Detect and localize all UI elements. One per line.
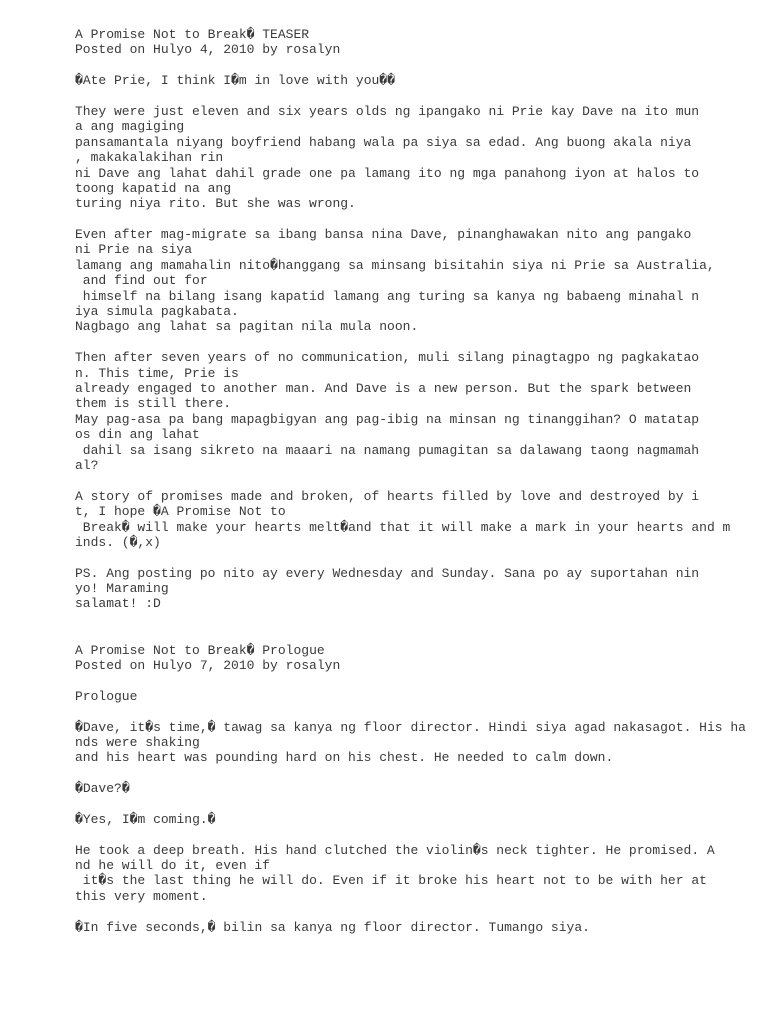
text-line: ni Dave ang lahat dahil grade one pa lamang ito ng mga panahong iyon at halos to bbox=[75, 165, 700, 181]
text-line: turing niya rito. But she was wrong. bbox=[75, 196, 356, 212]
text-line: Posted on Hulyo 4, 2010 by rosalyn bbox=[75, 42, 341, 58]
text-line: A story of promises made and broken, of hearts filled by love and destroyed by i bbox=[75, 488, 700, 504]
text-line: toong kapatid na ang bbox=[75, 180, 232, 196]
text-line: them is still there. bbox=[75, 396, 232, 412]
text-line: PS. Ang posting po nito ay every Wednesday and Sunday. Sana po ay suportahan nin bbox=[75, 565, 700, 581]
text-line bbox=[75, 550, 755, 565]
text-line: �In five seconds,� bilin sa kanya ng floor director. Tumango siya. bbox=[75, 919, 590, 935]
text-line: Nagbago ang lahat sa pagitan nila mula noon. bbox=[75, 319, 419, 335]
text-line: nd he will do it, even if bbox=[75, 858, 271, 874]
text-line: �Dave?� bbox=[75, 781, 130, 797]
text-line bbox=[75, 212, 755, 227]
text-line bbox=[75, 612, 755, 627]
text-line: Prologue bbox=[75, 688, 138, 704]
text-line: Then after seven years of no communication, muli silang pinagtagpo ng pagkakatao bbox=[75, 350, 700, 366]
text-line: A Promise Not to Break� Prologue bbox=[75, 642, 325, 658]
text-line: this very moment. bbox=[75, 888, 208, 904]
text-line: May pag-asa pa bang mapagbigyan ang pag-ibig na minsan ng tinanggihan? O matatap bbox=[75, 411, 700, 427]
text-line: �Ate Prie, I think I�m in love with you�� bbox=[75, 73, 395, 89]
text-line bbox=[75, 335, 755, 350]
document-text bbox=[75, 27, 755, 935]
text-line: lamang ang mamahalin nito�hanggang sa minsang bisitahin siya ni Prie sa Australia, bbox=[75, 257, 715, 273]
text-line bbox=[75, 58, 755, 73]
text-line bbox=[75, 827, 755, 842]
text-line bbox=[75, 89, 755, 104]
text-line: �Yes, I�m coming.� bbox=[75, 811, 216, 827]
text-line: dahil sa isang sikreto na maaari na namang pumagitan sa dalawang taong nagmamah bbox=[75, 442, 700, 458]
text-line bbox=[75, 673, 755, 688]
text-line: , makakalakihan rin bbox=[75, 150, 224, 166]
text-line: inds. (�,x) bbox=[75, 534, 161, 550]
text-line: himself na bilang isang kapatid lamang ang turing sa kanya ng babaeng minahal n bbox=[75, 288, 700, 304]
text-line: and find out for bbox=[75, 273, 208, 289]
text-line bbox=[75, 904, 755, 919]
text-line: it�s the last thing he will do. Even if it broke his heart not to be with her at bbox=[75, 873, 707, 889]
text-line: os din ang lahat bbox=[75, 427, 200, 443]
text-line: and his heart was pounding hard on his chest. He needed to calm down. bbox=[75, 750, 614, 766]
text-line: t, I hope �A Promise Not to bbox=[75, 504, 286, 520]
text-line bbox=[75, 797, 755, 812]
text-line: al? bbox=[75, 457, 99, 473]
text-line: Posted on Hulyo 7, 2010 by rosalyn bbox=[75, 658, 341, 674]
text-line: Break� will make your hearts melt�and that it will make a mark in your hearts and m bbox=[75, 519, 731, 535]
text-line: already engaged to another man. And Dave is a new person. But the spark between bbox=[75, 380, 692, 396]
text-line: Even after mag-migrate sa ibang bansa nina Dave, pinanghawakan nito ang pangako bbox=[75, 227, 692, 243]
text-line: �Dave, it�s time,� tawag sa kanya ng floor director. Hindi siya agad nakasagot. His ha bbox=[75, 719, 746, 735]
text-line bbox=[75, 627, 755, 642]
text-line: a ang magiging bbox=[75, 119, 185, 135]
text-line: iya simula pagkabata. bbox=[75, 304, 239, 320]
text-line: yo! Maraming bbox=[75, 581, 169, 597]
text-line: A Promise Not to Break� TEASER bbox=[75, 27, 310, 42]
text-line: ni Prie na siya bbox=[75, 242, 193, 258]
text-line: He took a deep breath. His hand clutched the violin�s neck tighter. He promised. A bbox=[75, 842, 715, 858]
text-line: nds were shaking bbox=[75, 734, 200, 750]
text-line bbox=[75, 473, 755, 488]
text-line bbox=[75, 704, 755, 719]
text-line: They were just eleven and six years olds ng ipangako ni Prie kay Dave na ito mun bbox=[75, 103, 700, 119]
text-line bbox=[75, 766, 755, 781]
text-line: pansamantala niyang boyfriend habang wala pa siya sa edad. Ang buong akala niya bbox=[75, 134, 692, 150]
text-line: salamat! :D bbox=[75, 596, 161, 612]
text-line: n. This time, Prie is bbox=[75, 365, 239, 381]
